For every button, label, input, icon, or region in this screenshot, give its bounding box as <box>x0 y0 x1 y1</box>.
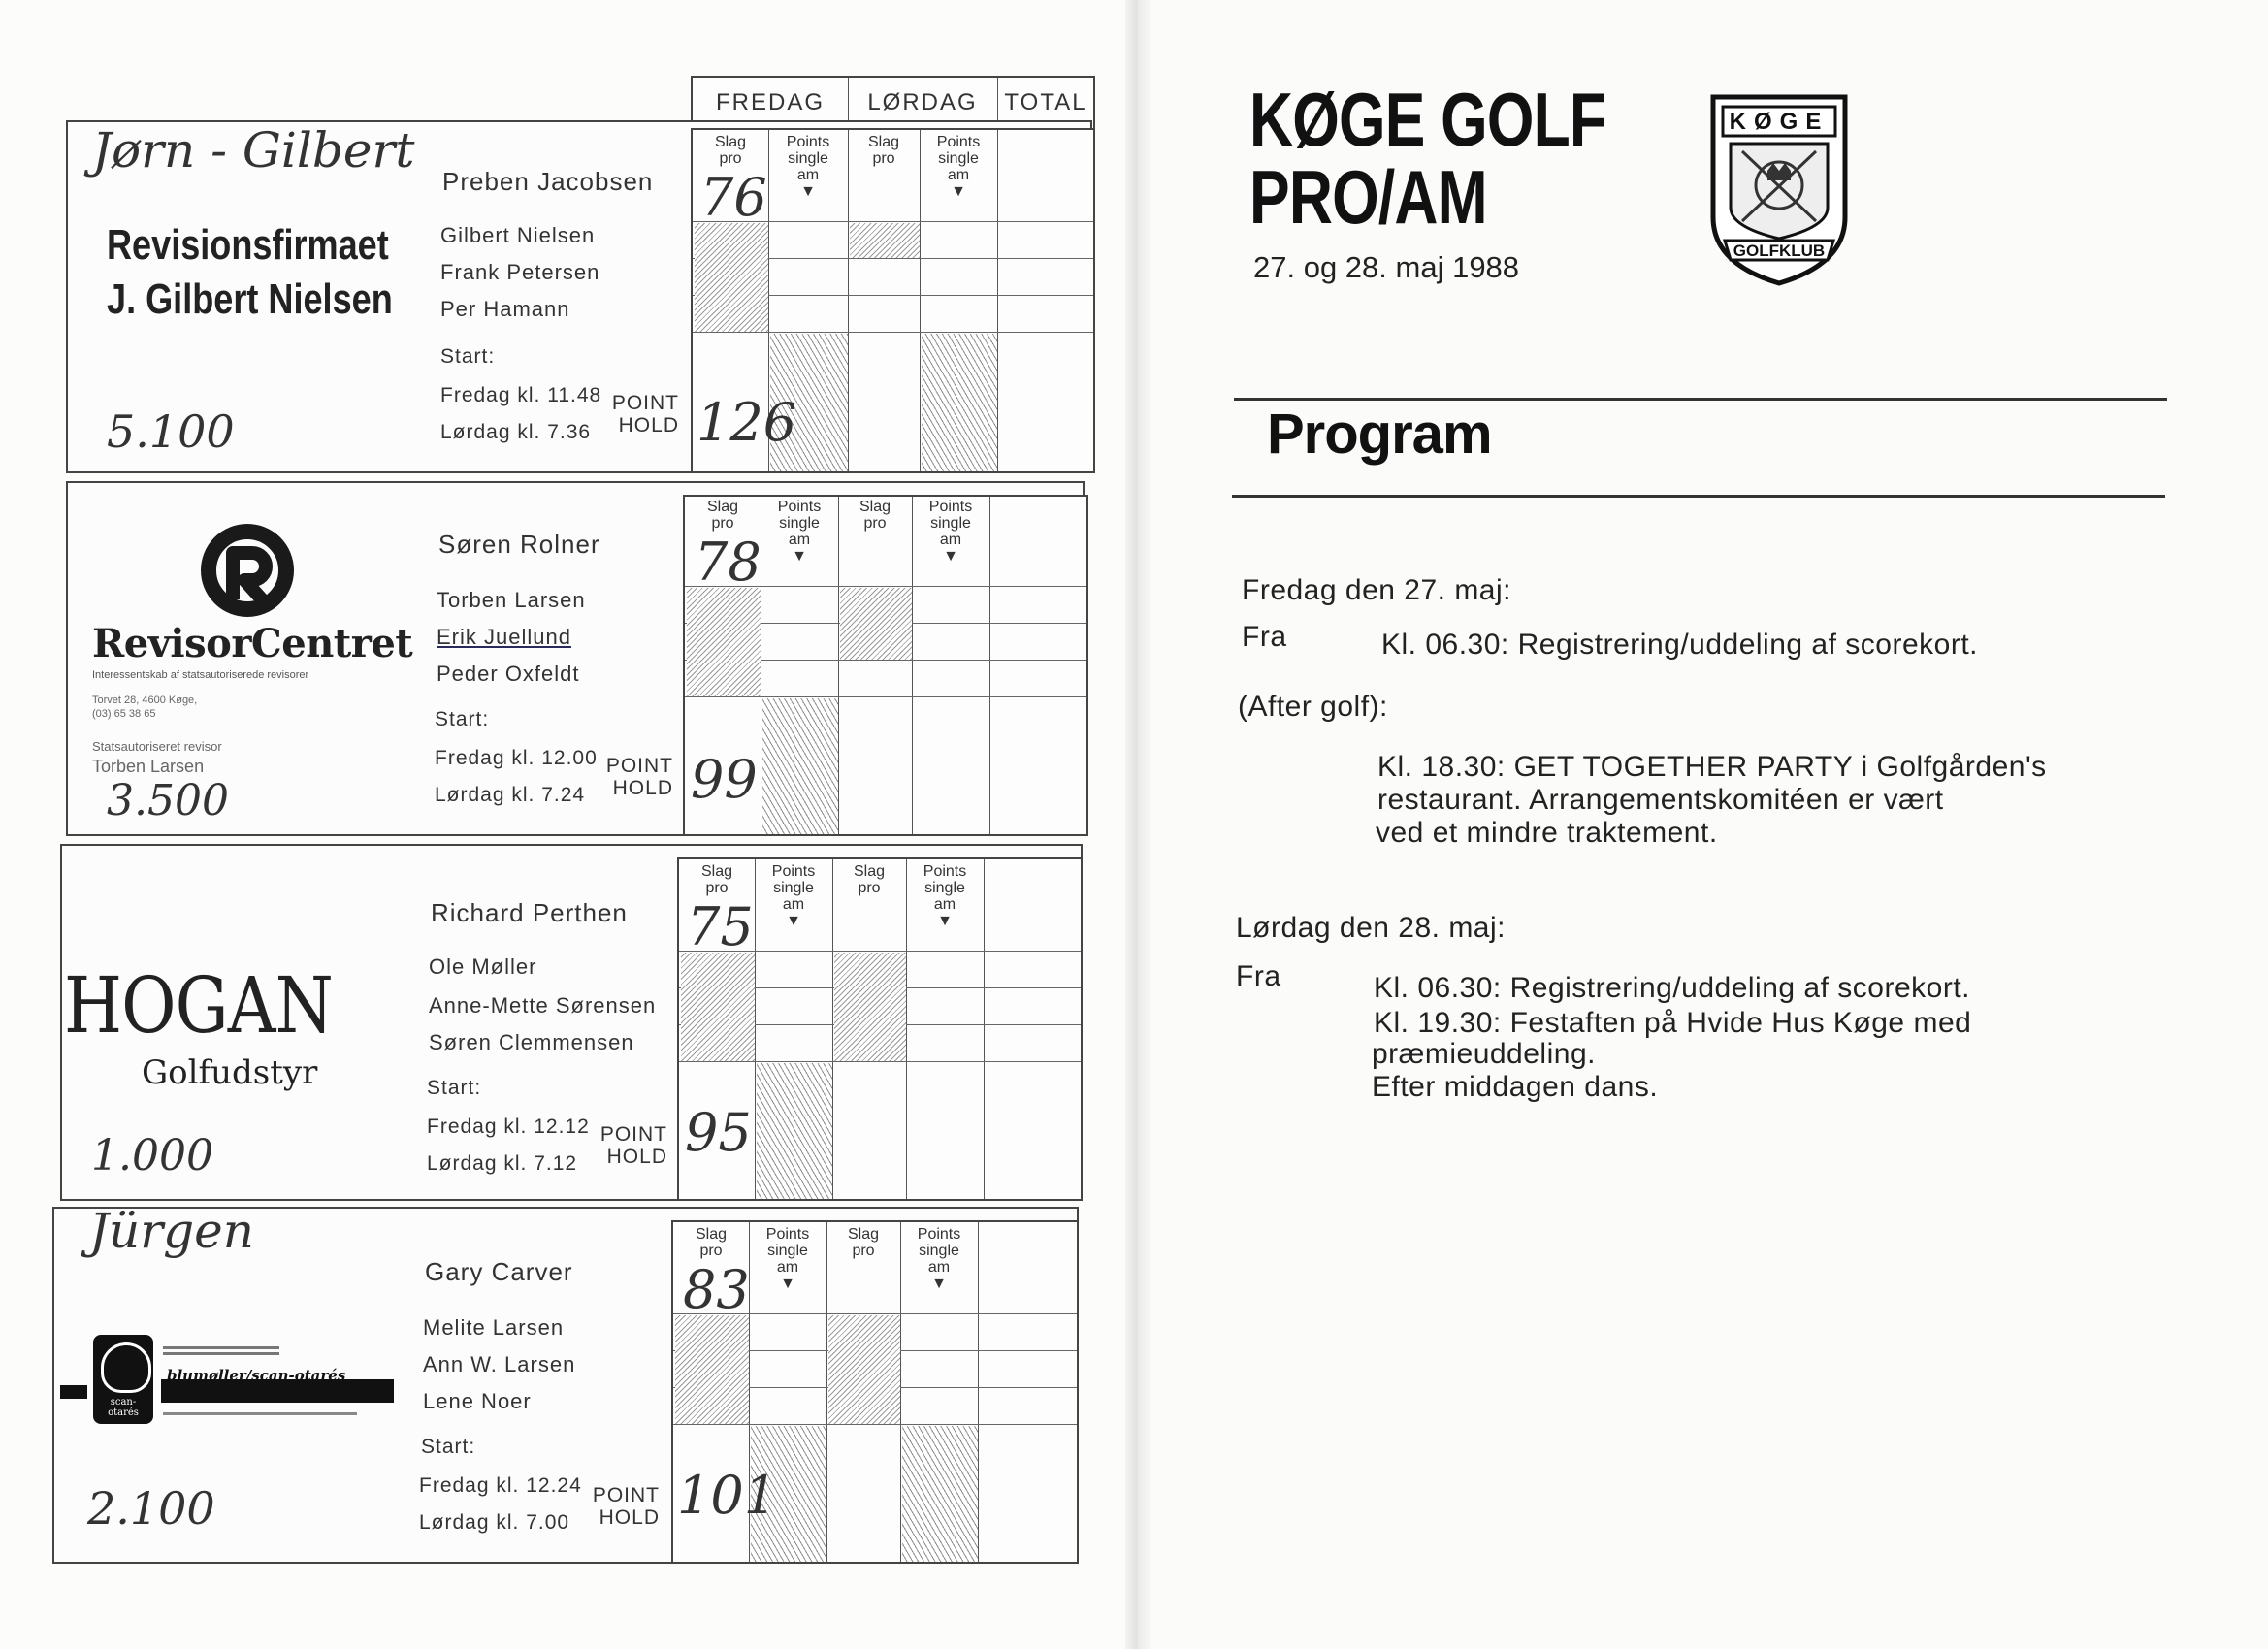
slag-score: 83 <box>683 1259 750 1320</box>
am-text: am <box>947 167 970 183</box>
hatched-cell <box>695 223 768 332</box>
points-text: Points <box>936 134 981 150</box>
sponsor-subtitle: Golfudstyr <box>142 1053 318 1092</box>
arrow-down-icon: ▼ <box>951 183 966 200</box>
hold-label: HOLD <box>612 777 673 799</box>
single-text: single <box>773 880 814 896</box>
divider-line <box>1234 398 2167 401</box>
slag-score: 76 <box>700 167 767 228</box>
grid-col <box>832 859 833 1199</box>
slag-text: Slag <box>867 134 900 150</box>
member-name: Frank Petersen <box>440 260 600 284</box>
pro-text: pro <box>699 1243 723 1259</box>
am-text: am <box>933 896 956 913</box>
pro-text: pro <box>858 880 881 896</box>
lordag-tee-time: Lørdag kl. 7.00 <box>419 1511 570 1534</box>
member-name: Peder Oxfeldt <box>437 662 580 686</box>
hatched-cell <box>834 953 906 1061</box>
points-text: Points <box>765 1226 810 1243</box>
saturday-item: præmieuddeling. <box>1372 1038 1596 1070</box>
single-text: single <box>919 1243 959 1259</box>
member-name: Anne-Mette Sørensen <box>429 993 657 1018</box>
pro-name: Preben Jacobsen <box>442 167 654 196</box>
pro-text: pro <box>711 515 734 532</box>
sponsor-amount: 1.000 <box>91 1131 213 1180</box>
hatched-cell <box>922 334 997 471</box>
grid-col <box>826 1222 827 1562</box>
single-text: single <box>930 515 971 532</box>
pro-name: Richard Perthen <box>431 898 628 927</box>
fredag-tee-time: Fredag kl. 11.48 <box>440 384 602 406</box>
points-header <box>906 863 984 929</box>
revisorcentret-logo-icon <box>194 524 301 617</box>
pro-name: Gary Carver <box>425 1257 573 1286</box>
points-header <box>920 134 997 200</box>
friday-heading: Fredag den 27. maj: <box>1242 574 1511 606</box>
sponsor-phone: (03) 65 38 65 <box>92 708 156 720</box>
scan-otares-logo-icon <box>58 1331 398 1428</box>
point-hold-label <box>580 1123 667 1168</box>
slag-text: Slag <box>859 499 891 515</box>
points-header <box>768 134 848 200</box>
member-name: Melite Larsen <box>423 1315 565 1340</box>
points-header <box>755 863 832 929</box>
point-hold-label <box>586 755 673 799</box>
score-grid <box>671 1220 1079 1564</box>
hatched-cell <box>762 698 838 834</box>
points-header <box>900 1226 978 1292</box>
arrow-down-icon: ▼ <box>931 1276 947 1292</box>
sponsor-amount: 2.100 <box>87 1482 215 1535</box>
slag-pro-header <box>693 134 768 167</box>
point-label: POINT <box>605 755 673 777</box>
score-grid <box>683 495 1088 836</box>
am-text: am <box>776 1259 799 1276</box>
pro-name: Søren Rolner <box>438 530 600 559</box>
pro-text: pro <box>872 150 895 167</box>
page-fold <box>1125 0 1150 1649</box>
handwritten-note: Jürgen <box>89 1203 254 1259</box>
point-score: 101 <box>677 1465 778 1526</box>
hatched-cell <box>687 588 761 696</box>
fredag-tee-time: Fredag kl. 12.12 <box>427 1116 590 1138</box>
hatched-cell <box>828 1315 900 1424</box>
pro-text: pro <box>863 515 887 532</box>
after-golf-label: (After golf): <box>1238 691 1388 723</box>
sponsor-address: Torvet 28, 4600 Køge, <box>92 695 198 706</box>
grid-col <box>984 859 985 1199</box>
koge-golfklub-crest-icon <box>1707 93 1851 287</box>
event-subtitle: PRO/AM <box>1249 154 1487 240</box>
sponsor-amount: 5.100 <box>107 405 235 458</box>
slag-score: 75 <box>687 896 754 957</box>
slag-pro-header <box>848 134 920 167</box>
points-header <box>912 499 989 565</box>
slag-pro-header <box>838 499 912 532</box>
grid-col <box>989 497 990 834</box>
lordag-tee-time: Lørdag kl. 7.24 <box>435 784 586 806</box>
start-label: Start: <box>435 708 490 730</box>
friday-fra: Fra <box>1242 621 1287 653</box>
arrow-down-icon: ▼ <box>800 183 816 200</box>
slag-pro-header <box>832 863 906 896</box>
saturday-item: Kl. 19.30: Festaften på Hvide Hus Køge med <box>1374 1007 1972 1039</box>
grid-row <box>693 332 1093 333</box>
arrow-down-icon: ▼ <box>792 548 807 565</box>
point-hold-label <box>594 392 679 436</box>
hatched-cell <box>850 223 920 258</box>
program-heading: Program <box>1267 403 1492 466</box>
sponsor-person: Torben Larsen <box>92 757 205 776</box>
fredag-tee-time: Fredag kl. 12.24 <box>419 1474 582 1497</box>
member-name: Torben Larsen <box>437 588 586 612</box>
sponsor-name: Revisionsfirmaet <box>107 221 389 269</box>
day-fredag-label: FREDAG <box>715 89 825 115</box>
slag-text: Slag <box>714 134 747 150</box>
grid-row <box>679 1061 1081 1062</box>
sponsor-name: J. Gilbert Nielsen <box>107 275 393 323</box>
hatched-cell <box>902 1426 978 1562</box>
fredag-tee-time: Fredag kl. 12.00 <box>435 747 598 769</box>
saturday-fra: Fra <box>1236 960 1281 992</box>
am-text: am <box>939 532 962 548</box>
crest-top-text: KØGE <box>1729 109 1830 135</box>
saturday-heading: Lørdag den 28. maj: <box>1236 912 1506 944</box>
friday-item: Kl. 18.30: GET TOGETHER PARTY i Golfgården's <box>1377 751 2047 783</box>
slag-text: Slag <box>847 1226 880 1243</box>
friday-item: Kl. 06.30: Registrering/uddeling af scorekort. <box>1381 629 1978 661</box>
sponsor-name: RevisorCentret <box>92 621 413 666</box>
event-date: 27. og 28. maj 1988 <box>1253 250 1520 284</box>
hatched-cell <box>840 588 912 660</box>
hatched-cell <box>681 953 755 1061</box>
arrow-down-icon: ▼ <box>943 548 958 565</box>
start-label: Start: <box>421 1436 476 1458</box>
single-text: single <box>938 150 979 167</box>
am-text: am <box>927 1259 951 1276</box>
single-text: single <box>924 880 965 896</box>
member-name: Per Hamann <box>440 297 570 321</box>
slag-pro-header <box>685 499 761 532</box>
member-name: Søren Clemmensen <box>429 1030 634 1054</box>
sponsor-amount: 3.500 <box>107 776 229 825</box>
divider-line <box>1232 495 2165 498</box>
point-hold-label <box>572 1484 660 1529</box>
pro-text: pro <box>852 1243 875 1259</box>
friday-item: ved et mindre traktement. <box>1376 817 1718 849</box>
crest-bottom-text: GOLFKLUB <box>1733 242 1826 260</box>
arrow-down-icon: ▼ <box>780 1276 795 1292</box>
slag-pro-header <box>826 1226 900 1259</box>
grid-col <box>838 497 839 834</box>
hold-label: HOLD <box>618 414 679 436</box>
points-text: Points <box>928 499 973 515</box>
sponsor-subtitle: Interessentskab af statsautoriserede revisorer <box>92 669 309 681</box>
am-text: am <box>782 896 805 913</box>
event-title: KØGE GOLF <box>1249 77 1606 162</box>
slag-text: Slag <box>853 863 886 880</box>
member-name: Gilbert Nielsen <box>440 223 596 247</box>
grid-col <box>848 130 849 471</box>
slag-pro-header <box>673 1226 749 1259</box>
points-header <box>749 1226 826 1292</box>
slag-text: Slag <box>695 1226 728 1243</box>
single-text: single <box>779 515 820 532</box>
saturday-item: Kl. 06.30: Registrering/uddeling af scorekort. <box>1374 972 1970 1004</box>
arrow-down-icon: ▼ <box>937 913 953 929</box>
arrow-down-icon: ▼ <box>786 913 801 929</box>
hold-label: HOLD <box>599 1506 660 1529</box>
point-score: 99 <box>691 749 758 810</box>
member-name: Ole Møller <box>429 954 537 979</box>
start-label: Start: <box>440 345 496 368</box>
hatched-cell <box>675 1315 749 1424</box>
member-name: Erik Juellund <box>437 625 571 649</box>
point-label: POINT <box>592 1484 660 1506</box>
point-label: POINT <box>611 392 679 414</box>
point-score: 126 <box>697 392 797 453</box>
member-name: Ann W. Larsen <box>423 1352 576 1376</box>
handwritten-note: Jørn - Gilbert <box>92 122 415 178</box>
points-header <box>761 499 838 565</box>
grid-col <box>997 130 998 471</box>
pro-text: pro <box>719 150 742 167</box>
points-text: Points <box>786 134 830 150</box>
saturday-item: Efter middagen dans. <box>1372 1071 1659 1103</box>
hold-label: HOLD <box>606 1146 667 1168</box>
slag-score: 78 <box>695 532 761 593</box>
score-grid <box>677 857 1083 1201</box>
single-text: single <box>788 150 828 167</box>
points-text: Points <box>917 1226 961 1243</box>
friday-item: restaurant. Arrangementskomitéen er vært <box>1377 784 1944 816</box>
am-text: am <box>796 167 820 183</box>
day-lordag-label: LØRDAG <box>867 89 978 115</box>
day-total-label: TOTAL <box>1004 89 1087 115</box>
sponsor-title: Statsautoriseret revisor <box>92 739 222 754</box>
sponsor-name: HOGAN <box>64 960 333 1051</box>
start-label: Start: <box>427 1077 482 1099</box>
point-label: POINT <box>599 1123 667 1146</box>
grid-row <box>673 1424 1077 1425</box>
slag-text: Slag <box>700 863 733 880</box>
slag-text: Slag <box>706 499 739 515</box>
point-score: 95 <box>685 1102 752 1163</box>
am-text: am <box>788 532 811 548</box>
points-text: Points <box>771 863 816 880</box>
pro-text: pro <box>705 880 729 896</box>
hatched-cell <box>757 1063 832 1199</box>
slag-pro-header <box>679 863 755 896</box>
member-name: Lene Noer <box>423 1389 532 1413</box>
points-text: Points <box>777 499 822 515</box>
lordag-tee-time: Lørdag kl. 7.36 <box>440 421 592 443</box>
sponsor-name: blumøller/scan-otarés <box>167 1367 346 1384</box>
logo-text: scan-otarés <box>108 1397 139 1418</box>
grid-col <box>978 1222 979 1562</box>
score-grid <box>691 128 1095 473</box>
points-text: Points <box>923 863 967 880</box>
grid-row <box>685 696 1086 697</box>
lordag-tee-time: Lørdag kl. 7.12 <box>427 1152 578 1175</box>
single-text: single <box>767 1243 808 1259</box>
